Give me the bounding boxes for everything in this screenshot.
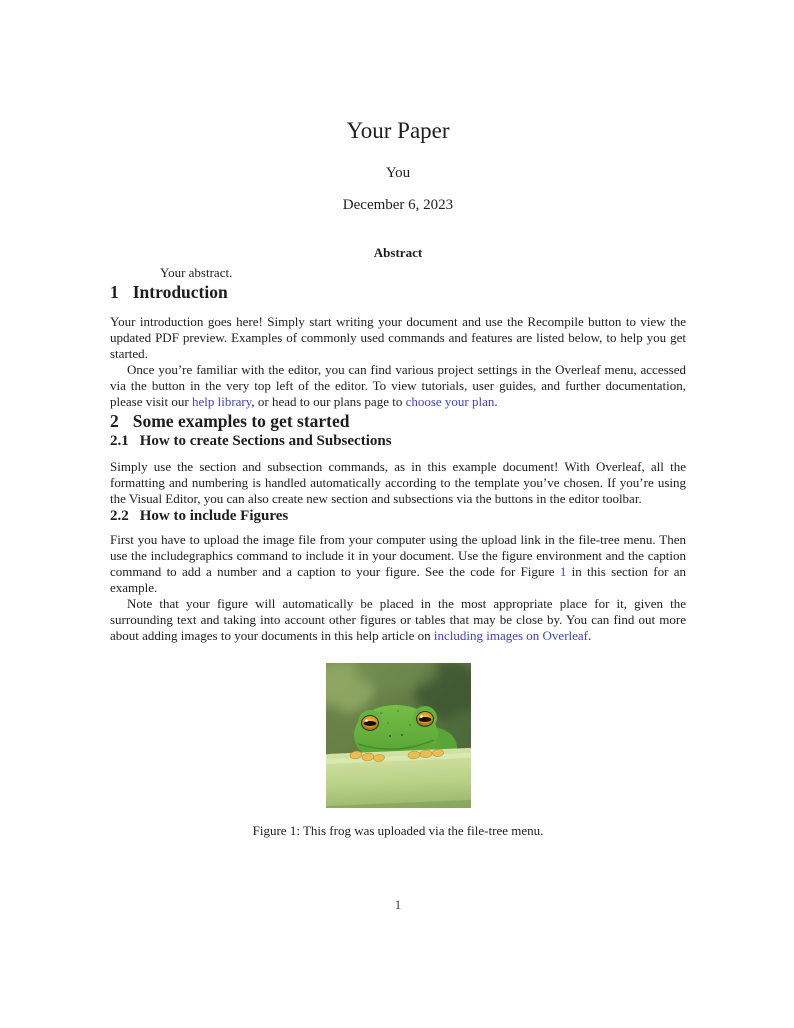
paragraph-text: in this section for an example. (110, 564, 686, 595)
sections-howto-paragraph: Simply use the section and subsection commands, as in this example document! With Overleaf, all the formatting and numbering is handled automatically according to the template you’ve chosen. If you’re using the Visual Editor, you can also create new section and subsections via the buttons in the editor toolbar. (110, 459, 686, 506)
abstract-heading: Abstract (373, 245, 423, 260)
figure-caption: Figure 1: This frog was uploaded via the file-tree menu. (252, 823, 544, 838)
paragraph-text: . (588, 628, 592, 643)
subsection-number: 2.1 (110, 433, 129, 449)
subsection-title: How to create Sections and Subsections (139, 433, 392, 449)
page-number: 1 (394, 897, 402, 912)
intro-paragraph-1: Your introduction goes here! Simply start writing your document and use the Recompile button to view the updated PDF preview. Examples of commonly used commands and features are listed below, to help you get started. (110, 314, 686, 361)
abstract-text: Your abstract. (160, 265, 233, 280)
paragraph-text: First you have to upload the image file from your computer using the upload link in the file-tree menu. Then use the includegraphics command to include it in your document. Use the figure environment and the caption command to add a number and a caption to your figure. See the code for Figure (110, 532, 686, 579)
subsection-number: 2.2 (110, 508, 129, 524)
paper-title: Your Paper (346, 118, 450, 143)
section-number: 1 (110, 282, 119, 302)
section-heading-introduction (110, 281, 686, 303)
including-images-link[interactable]: including images on Overleaf (433, 628, 589, 643)
paper-date: December 6, 2023 (342, 197, 454, 213)
paper-author: You (385, 165, 411, 181)
section-title: Some examples to get started (132, 411, 350, 431)
paragraph-text: . (494, 394, 498, 409)
subsection-heading-figures (110, 507, 686, 525)
paragraph-text: Note that your figure will automatically be placed in the most appropriate place for it, given the surrounding text and taking into account other figures or tables that may be close by. You can find out more about adding images to your documents in this help article on (110, 596, 686, 643)
help-library-link[interactable]: help library (191, 394, 252, 409)
figure-1 (110, 663, 686, 839)
figures-paragraph-1 (110, 532, 686, 596)
section-number: 2 (110, 411, 119, 431)
figure-1-reference-link[interactable]: 1 (559, 564, 567, 579)
subsection-heading-sections (110, 432, 686, 450)
section-heading-examples (110, 410, 686, 432)
paragraph-text: , or head to our plans page to (251, 394, 406, 409)
figures-paragraph-2 (110, 596, 686, 644)
branch (326, 747, 471, 808)
choose-your-plan-link[interactable]: choose your plan (405, 394, 495, 409)
paragraph-text: Once you’re familiar with the editor, you can find various project settings in the Overleaf menu, accessed via the button in the very top left of the editor. To view tutorials, user guides, and further documentation, please visit our (110, 362, 686, 409)
intro-paragraph-2 (110, 362, 686, 410)
section-title: Introduction (132, 282, 228, 302)
frog-photo (326, 663, 471, 808)
subsection-title: How to include Figures (139, 508, 289, 524)
